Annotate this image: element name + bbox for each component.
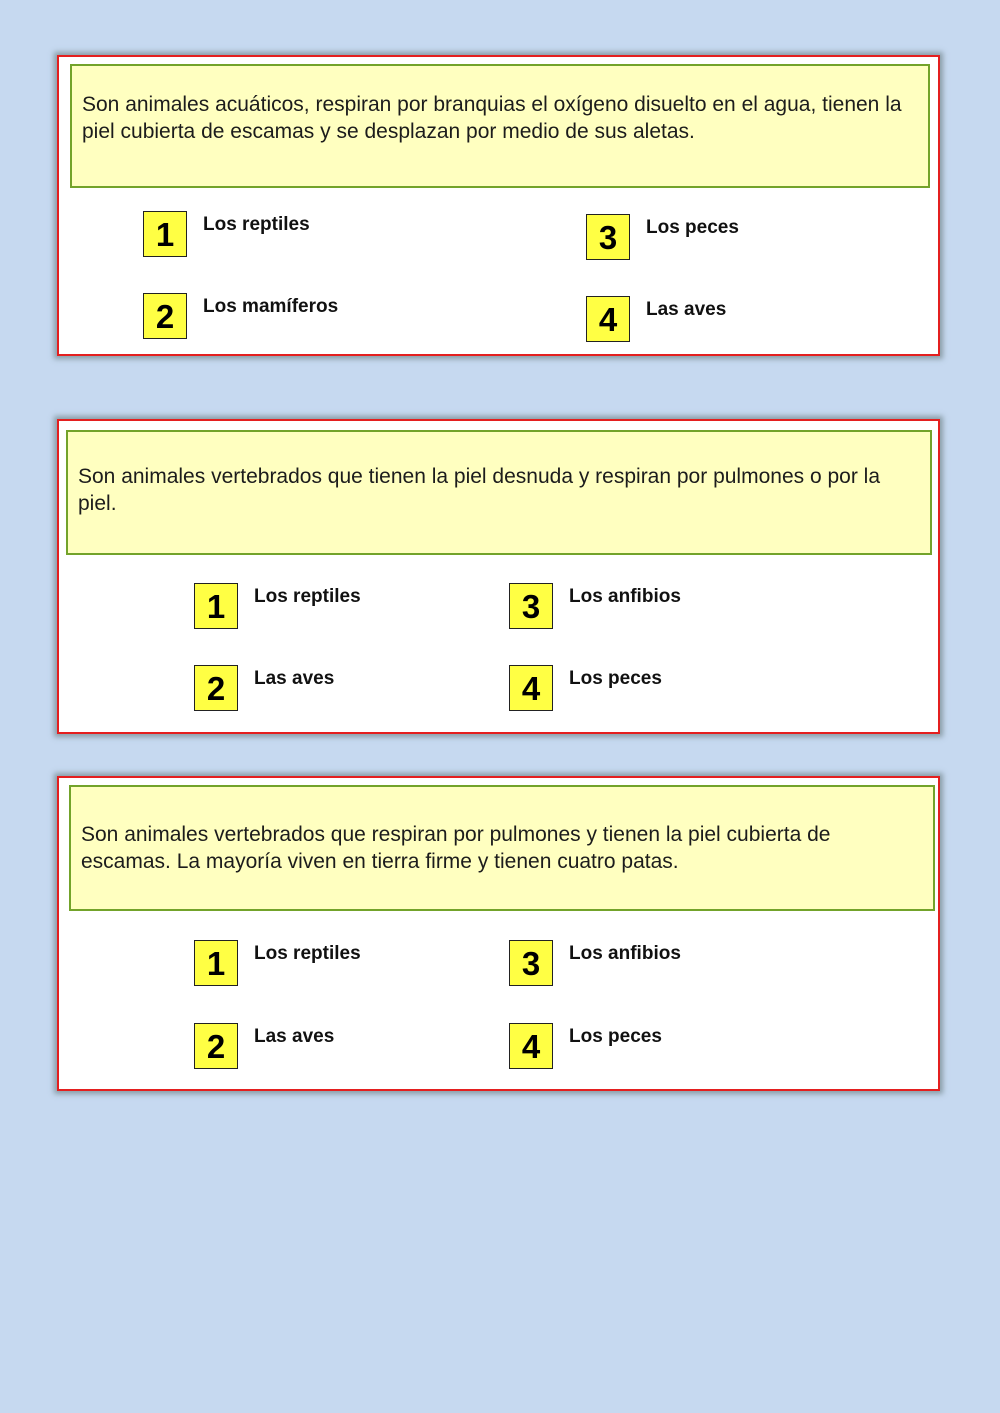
- option-label: Los peces: [569, 668, 662, 689]
- question-card-3: [57, 776, 940, 1091]
- option-label: Las aves: [646, 299, 727, 320]
- option-label: Los anfibios: [569, 586, 681, 607]
- option-number-badge: 4: [509, 665, 553, 711]
- question-card-2: [57, 419, 940, 734]
- option-label: Las aves: [254, 1026, 335, 1047]
- option-number-badge: 4: [509, 1023, 553, 1069]
- option-number-badge: 4: [586, 296, 630, 342]
- option-number-badge: 1: [194, 940, 238, 986]
- option-number-badge: 2: [143, 293, 187, 339]
- option-label: Los anfibios: [569, 943, 681, 964]
- option-label: Los reptiles: [254, 586, 361, 607]
- question-text: Son animales vertebrados que tienen la piel desnuda y respiran por pulmones o por la piel.: [66, 430, 932, 555]
- option-label: Los reptiles: [254, 943, 361, 964]
- option-label: Los mamíferos: [203, 296, 339, 317]
- option-number-badge: 2: [194, 1023, 238, 1069]
- option-label: Los reptiles: [203, 214, 310, 235]
- option-label: Los peces: [646, 217, 739, 238]
- option-label: Los peces: [569, 1026, 662, 1047]
- option-number-badge: 3: [509, 583, 553, 629]
- option-number-badge: 1: [143, 211, 187, 257]
- question-card-1: [57, 55, 940, 356]
- option-label: Las aves: [254, 668, 335, 689]
- option-number-badge: 3: [509, 940, 553, 986]
- question-text: Son animales acuáticos, respiran por branquias el oxígeno disuelto en el agua, tienen la piel cubierta de escamas y se desplazan por medio de sus aletas.: [70, 64, 930, 188]
- option-number-badge: 1: [194, 583, 238, 629]
- option-number-badge: 3: [586, 214, 630, 260]
- question-text: Son animales vertebrados que respiran por pulmones y tienen la piel cubierta de escamas. La mayoría viven en tierra firme y tienen cuatro patas.: [69, 785, 935, 911]
- option-number-badge: 2: [194, 665, 238, 711]
